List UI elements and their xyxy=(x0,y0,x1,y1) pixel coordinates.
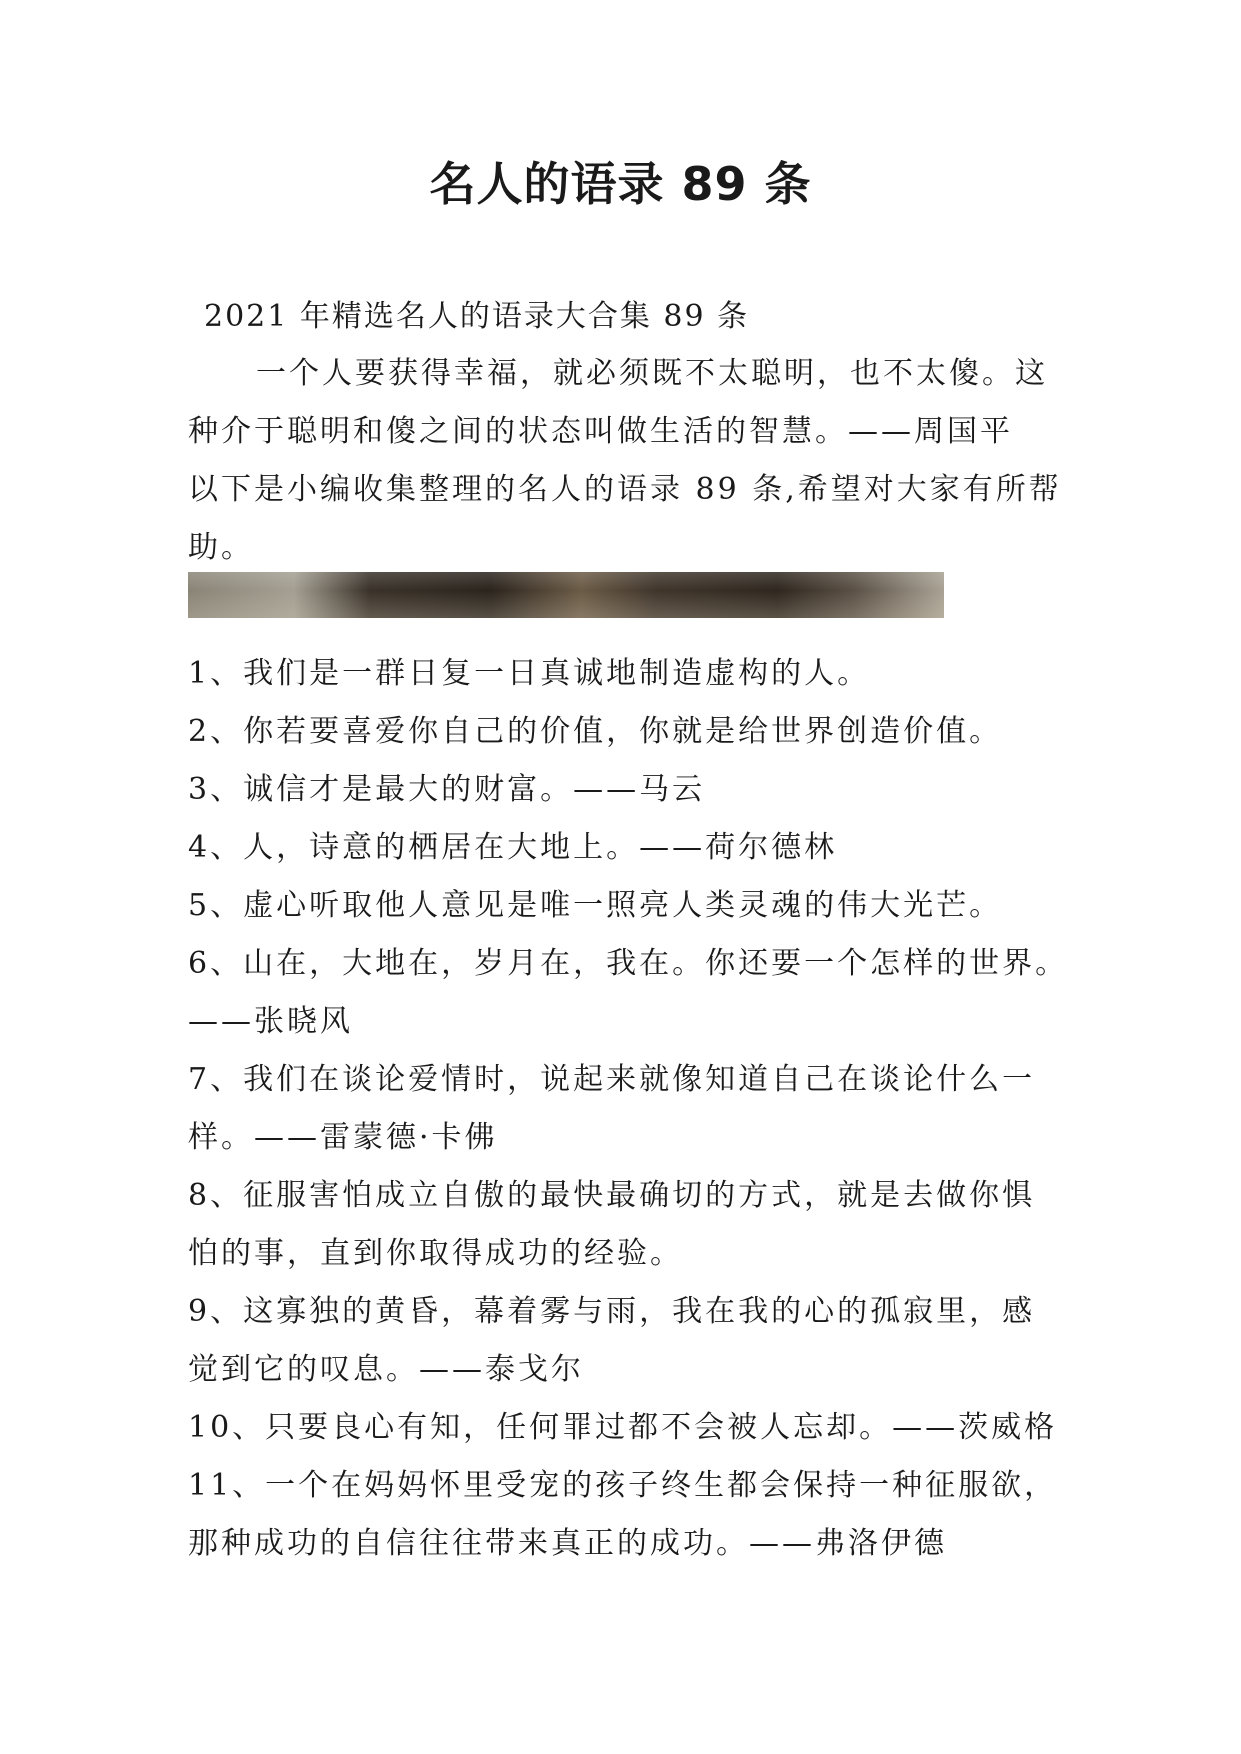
intro-line: 一个人要获得幸福，就必须既不太聪明，也不太傻。这 xyxy=(256,356,1048,391)
quote-line: 觉到它的叹息。——泰戈尔 xyxy=(188,1352,584,1387)
quote-line: 那种成功的自信往往带来真正的成功。——弗洛伊德 xyxy=(188,1526,947,1561)
intro-line: 助。 xyxy=(188,530,254,565)
quote-line: 怕的事，直到你取得成功的经验。 xyxy=(188,1236,683,1271)
quote-line: 10、只要良心有知，任何罪过都不会被人忘却。——茨威格 xyxy=(188,1410,1058,1445)
quote-line: 6、山在，大地在，岁月在，我在。你还要一个怎样的世界。 xyxy=(188,946,1069,981)
quote-line: ——张晓风 xyxy=(188,1004,353,1039)
quote-line: 4、人，诗意的栖居在大地上。——荷尔德林 xyxy=(188,830,838,865)
intro-line: 种介于聪明和傻之间的状态叫做生活的智慧。——周国平 xyxy=(188,414,1013,449)
quote-line: 样。——雷蒙德·卡佛 xyxy=(188,1120,498,1155)
document-subtitle: 2021 年精选名人的语录大合集 89 条 xyxy=(204,299,750,334)
intro-line: 以下是小编收集整理的名人的语录 89 条,希望对大家有所帮 xyxy=(188,472,1062,507)
cropped-photo xyxy=(188,572,944,618)
quote-line: 8、征服害怕成立自傲的最快最确切的方式，就是去做你惧 xyxy=(188,1178,1036,1213)
quote-line: 11、一个在妈妈怀里受宠的孩子终生都会保持一种征服欲， xyxy=(188,1468,1058,1503)
document-title: 名人的语录 89 条 xyxy=(429,157,812,211)
quote-line: 9、这寡独的黄昏，幕着雾与雨，我在我的心的孤寂里，感 xyxy=(188,1294,1036,1329)
quote-line: 5、虚心听取他人意见是唯一照亮人类灵魂的伟大光芒。 xyxy=(188,888,1003,923)
quote-line: 2、你若要喜爱你自己的价值，你就是给世界创造价值。 xyxy=(188,714,1003,749)
quote-line: 3、诚信才是最大的财富。——马云 xyxy=(188,772,706,807)
quote-line: 1、我们是一群日复一日真诚地制造虚构的人。 xyxy=(188,656,871,691)
quote-line: 7、我们在谈论爱情时，说起来就像知道自己在谈论什么一 xyxy=(188,1062,1036,1097)
